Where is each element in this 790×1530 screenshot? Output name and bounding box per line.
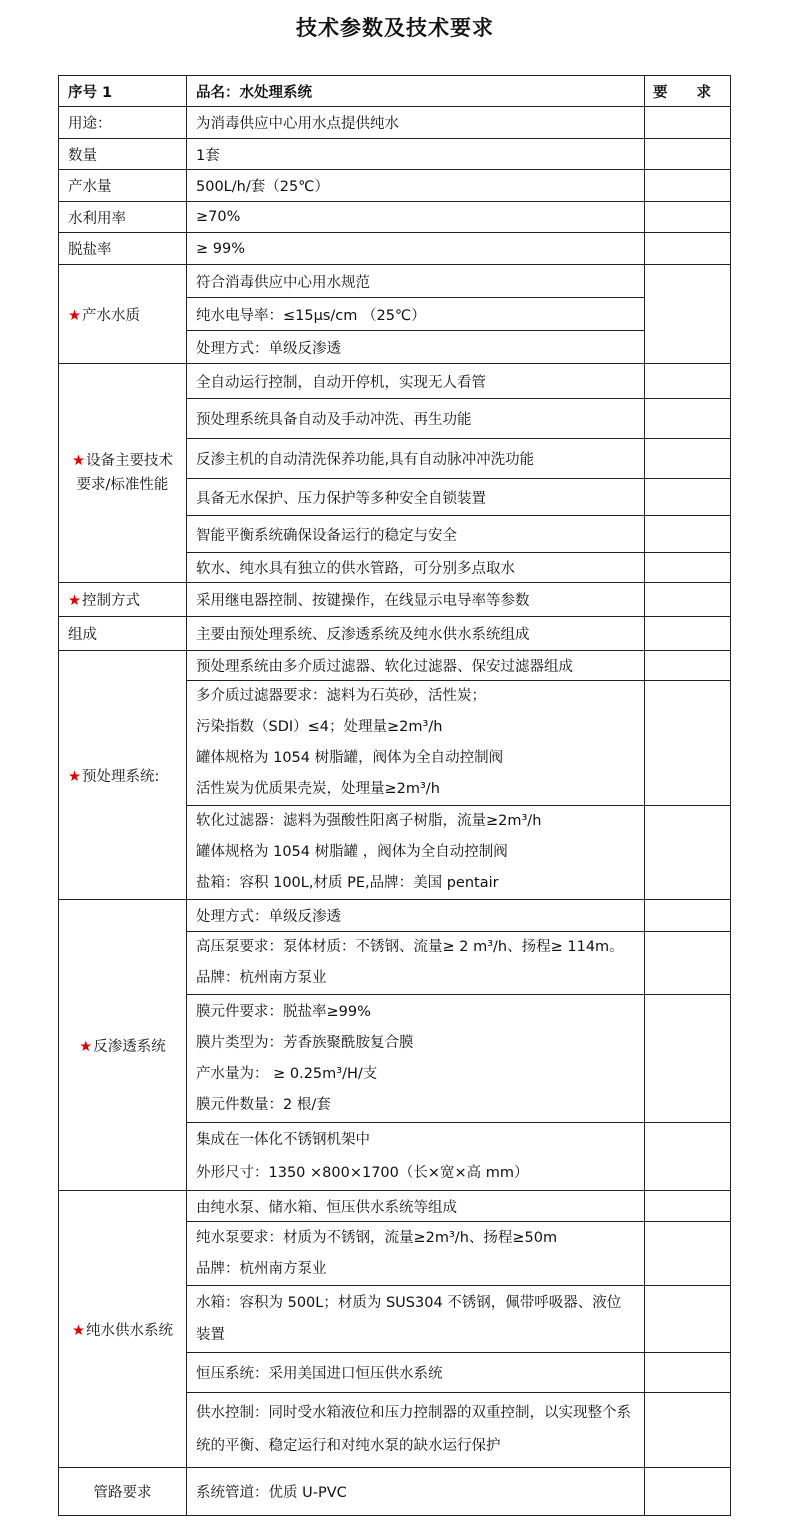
equipment-line: 全自动运行控制，自动开停机，实现无人看管 [187, 364, 645, 399]
requirement-cell [645, 900, 731, 932]
requirement-cell [645, 1222, 731, 1286]
desalination-label: 脱盐率 [59, 233, 187, 265]
control-label-cell [59, 583, 187, 617]
ro-membrane-cell [187, 995, 645, 1123]
table-header-row [59, 76, 731, 107]
quality-label-cell [59, 265, 187, 364]
equipment-line: 具备无水保护、压力保护等多种安全自锁装置 [187, 479, 645, 516]
table-row [59, 900, 731, 932]
requirement-cell [645, 651, 731, 681]
ro-membrane-line: 膜元件要求：脱盐率≥99% [196, 1003, 371, 1020]
output-label: 产水量 [59, 170, 187, 202]
requirement-cell [645, 139, 731, 170]
softener-line: 罐体规格为 1054 树脂罐 ，阀体为全自动控制阀 [196, 844, 508, 860]
ro-frame-line: 外形尺寸：1350 ×800×1700（长×宽×高 mm） [196, 1164, 529, 1181]
table-row [59, 139, 731, 170]
control-label: 控制方式 [82, 593, 140, 609]
ro-label-cell [59, 900, 187, 1191]
header-index: 序号 1 [59, 76, 187, 107]
ro-frame-line: 集成在一体化不锈钢机架中 [196, 1131, 370, 1148]
ro-membrane-line: 产水量为： ≥ 0.25m³/H/支 [196, 1065, 378, 1082]
equipment-label-2: 要求/标准性能 [76, 477, 169, 493]
requirement-cell [645, 439, 731, 479]
equipment-line: 智能平衡系统确保设备运行的稳定与安全 [187, 516, 645, 553]
table-row [59, 107, 731, 139]
quality-line: 纯水电导率：≤15μs/cm （25℃） [187, 298, 645, 331]
requirement-cell [645, 364, 731, 399]
supply-pump-line: 品牌：杭州南方泵业 [196, 1260, 327, 1277]
star-icon: ★ [68, 307, 81, 324]
pretreatment-label: 预处理系统: [82, 768, 160, 785]
requirement-cell [645, 1468, 731, 1516]
supply-control: 供水控制：同时受水箱液位和压力控制器的双重控制，以实现整个系统的平衡、稳定运行和对纯水泵的缺水运行保护 [187, 1393, 645, 1468]
piping-value: 系统管道：优质 U-PVC [187, 1468, 645, 1516]
output-value: 500L/h/套（25℃） [187, 170, 645, 202]
requirement-cell [645, 553, 731, 583]
table-row [59, 233, 731, 265]
star-icon: ★ [72, 453, 85, 469]
table-row [59, 583, 731, 617]
supply-tank: 水箱：容积为 500L；材质为 SUS304 不锈钢，佩带呼吸器、液位装置 [187, 1286, 645, 1353]
softener-line: 盐箱：容积 100L,材质 PE,品牌：美国 pentair [196, 875, 499, 891]
requirement-cell [645, 265, 731, 364]
quality-line: 符合消毒供应中心用水规范 [187, 265, 645, 298]
equipment-line: 反渗主机的自动清洗保养功能,具有自动脉冲冲洗功能 [187, 439, 645, 479]
requirement-cell [645, 932, 731, 995]
table-row [59, 364, 731, 399]
requirement-cell [645, 1123, 731, 1191]
requirement-cell [645, 107, 731, 139]
equipment-label-cell [59, 364, 187, 583]
quantity-value: 1套 [187, 139, 645, 170]
star-icon: ★ [79, 1038, 93, 1055]
table-row [59, 1468, 731, 1516]
requirement-cell [645, 516, 731, 553]
ro-pump-line: 高压泵要求：泵体材质：不锈钢、流量≥ 2 m³/h、扬程≥ 114m。 [196, 939, 624, 955]
table-row [59, 202, 731, 233]
multimedia-line: 污染指数（SDI）≤4；处理量≥2m³/h [196, 719, 443, 735]
requirement-cell [645, 1393, 731, 1468]
requirement-cell [645, 479, 731, 516]
ro-membrane-line: 膜片类型为：芳香族聚酰胺复合膜 [196, 1034, 414, 1051]
composition-value: 主要由预处理系统、反渗透系统及纯水供水系统组成 [187, 617, 645, 651]
equipment-line: 软水、纯水具有独立的供水管路，可分别多点取水 [187, 553, 645, 583]
pretreatment-intro: 预处理系统由多介质过滤器、软化过滤器、保安过滤器组成 [187, 651, 645, 681]
pretreatment-label-cell [59, 651, 187, 900]
ro-method: 处理方式：单级反渗透 [187, 900, 645, 932]
multimedia-line: 罐体规格为 1054 树脂罐，阀体为全自动控制阀 [196, 750, 504, 766]
quantity-label: 数量 [59, 139, 187, 170]
equipment-label-1: 设备主要技术 [86, 453, 173, 469]
spec-table [58, 75, 731, 1516]
ro-pump-line: 品牌：杭州南方泵业 [196, 970, 327, 986]
star-icon: ★ [68, 593, 81, 609]
multimedia-filter-cell [187, 681, 645, 806]
ro-label: 反渗透系统 [93, 1038, 166, 1055]
supply-constant: 恒压系统：采用美国进口恒压供水系统 [187, 1353, 645, 1393]
equipment-line: 预处理系统具备自动及手动冲洗、再生功能 [187, 399, 645, 439]
star-icon: ★ [72, 1322, 85, 1339]
quality-label: 产水水质 [82, 307, 140, 324]
header-requirement: 要 求 [645, 76, 731, 107]
requirement-cell [645, 806, 731, 900]
table-row [59, 170, 731, 202]
softener-line: 软化过滤器：滤料为强酸性阳离子树脂，流量≥2m³/h [196, 813, 542, 829]
requirement-cell [645, 995, 731, 1123]
requirement-cell [645, 170, 731, 202]
utilization-label: 水利用率 [59, 202, 187, 233]
supply-label-cell [59, 1191, 187, 1468]
multimedia-line: 多介质过滤器要求：滤料为石英砂，活性炭； [196, 688, 486, 704]
page-title: 技术参数及技术要求 [296, 16, 494, 40]
supply-label: 纯水供水系统 [86, 1322, 173, 1339]
table-row [59, 265, 731, 298]
requirement-cell [645, 399, 731, 439]
supply-intro: 由纯水泵、储水箱、恒压供水系统等组成 [187, 1191, 645, 1222]
utilization-value: ≥70% [187, 202, 645, 233]
requirement-cell [645, 617, 731, 651]
desalination-value: ≥ 99% [187, 233, 645, 265]
header-product: 品名：水处理系统 [187, 76, 645, 107]
requirement-cell [645, 1353, 731, 1393]
requirement-cell [645, 583, 731, 617]
requirement-cell [645, 681, 731, 806]
piping-label: 管路要求 [59, 1468, 187, 1516]
requirement-cell [645, 1191, 731, 1222]
requirement-cell [645, 202, 731, 233]
table-row [59, 651, 731, 681]
ro-pump-cell [187, 932, 645, 995]
ro-membrane-line: 膜元件数量：2 根/套 [196, 1096, 331, 1113]
quality-line: 处理方式：单级反渗透 [187, 331, 645, 364]
usage-value: 为消毒供应中心用水点提供纯水 [187, 107, 645, 139]
requirement-cell [645, 233, 731, 265]
ro-frame-cell [187, 1123, 645, 1191]
supply-pump-line: 纯水泵要求：材质为不锈钢，流量≥2m³/h、扬程≥50m [196, 1229, 558, 1246]
usage-label: 用途： [59, 107, 187, 139]
table-row [59, 617, 731, 651]
star-icon: ★ [68, 768, 81, 785]
requirement-cell [645, 1286, 731, 1353]
composition-label: 组成 [59, 617, 187, 651]
softener-cell [187, 806, 645, 900]
multimedia-line: 活性炭为优质果壳炭，处理量≥2m³/h [196, 781, 440, 797]
table-row [59, 1191, 731, 1222]
control-value: 采用继电器控制、按键操作，在线显示电导率等参数 [187, 583, 645, 617]
supply-pump-cell [187, 1222, 645, 1286]
